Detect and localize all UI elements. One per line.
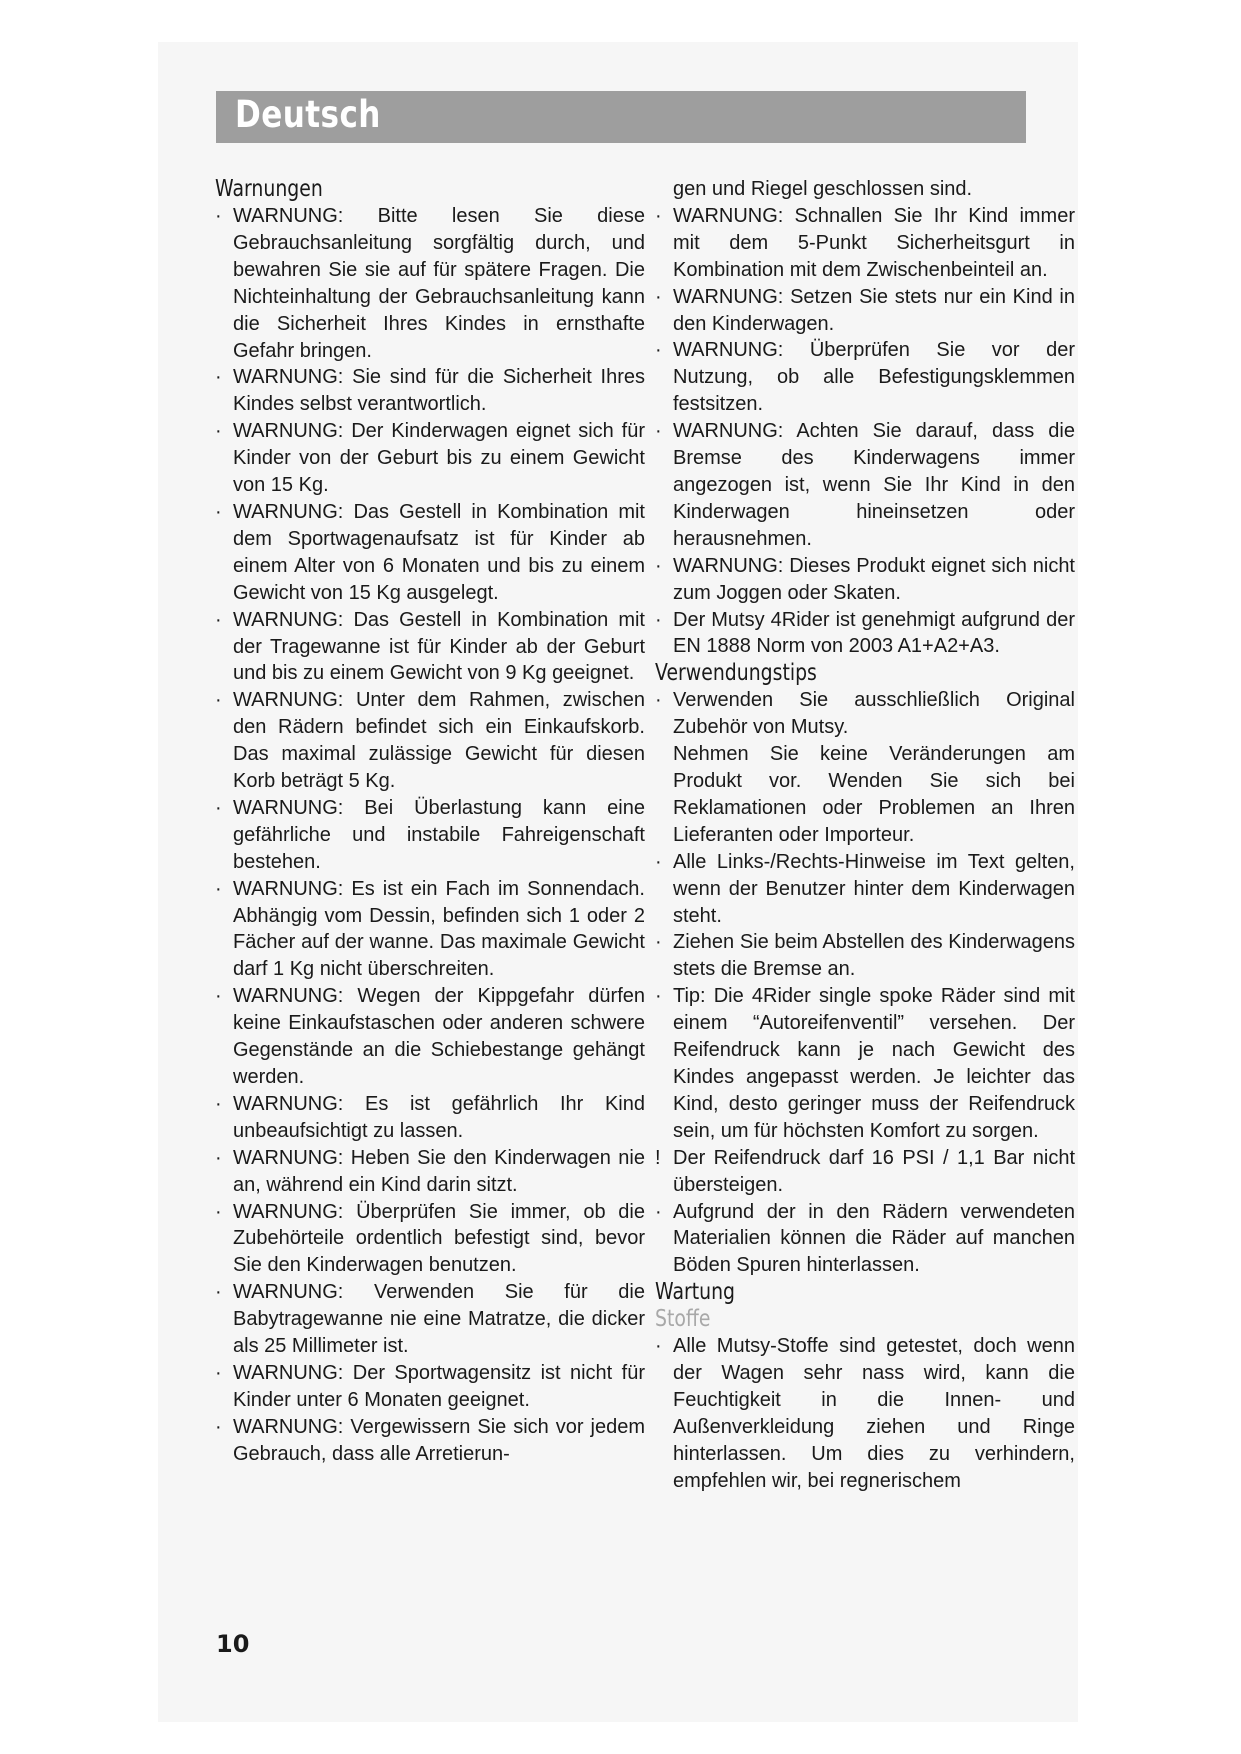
maintenance-heading: Wartung bbox=[655, 1279, 736, 1306]
warnings-heading: Warnungen bbox=[215, 176, 323, 202]
norm-item: · Der Mutsy 4Rider ist genehmigt aufgrund der EN 1888 Norm von 2003 A1+A2+A3. bbox=[655, 608, 1075, 658]
fabric-care-item: · Alle Mutsy-Stoffe sind getestet, doch wenn der Wagen sehr nass wird, kann die Feuchtigkeit in die Innen- und Außenverkleidung ziehen und Ringe hinterlassen. Um dies zu verhindern, empfehlen wir, bei regnerischem bbox=[655, 1335, 1075, 1492]
warning-item: · WARNUNG: Achten Sie darauf, dass die Bremse des Kinderwagens immer angezogen ist, wenn Sie Ihr Kind in den Kinderwagen hineinsetzen oder herausnehmen. bbox=[655, 420, 1075, 550]
warning-item: · WARNUNG: Bitte lesen Sie diese Gebrauchsanleitung sorgfältig durch, und bewahren Sie sie auf für spätere Fragen. Die Nichteinhaltung der Gebrauchsanleitung kann die Sicherheit Ihres Kindes in ernsthafte Gefahr bringen. bbox=[215, 205, 645, 362]
warning-item: · WARNUNG: Wegen der Kippgefahr dürfen keine Einkaufstaschen oder anderen schwere Gegenstände an die Schiebestange gehängt werden. bbox=[215, 985, 645, 1088]
warning-item: · WARNUNG: Dieses Produkt eignet sich nicht zum Joggen oder Skaten. bbox=[655, 554, 1075, 604]
warning-item: · WARNUNG: Überprüfen Sie immer, ob die Zubehörteile ordentlich befestigt sind, bevor Sie den Kinderwagen benutzen. bbox=[215, 1200, 645, 1277]
warning-item: · WARNUNG: Das Gestell in Kombination mit dem Sportwagenaufsatz ist für Kinder ab einem Alter von 6 Monaten und bis zu einem Gewicht von 15 Kg ausgelegt. bbox=[215, 500, 645, 604]
tip-item: · Ziehen Sie beim Abstellen des Kinderwagens stets die Bremse an. bbox=[655, 931, 1075, 981]
tips-heading: Verwendungstips bbox=[655, 660, 817, 687]
tip-item: · Verwenden Sie ausschließlich Original Zubehör von Mutsy. bbox=[655, 689, 1075, 739]
tip-item: · Aufgrund der in den Rädern verwendeten Materialien können die Räder auf manchen Böden Spuren hinterlassen. bbox=[655, 1200, 1075, 1277]
page-number: 10 bbox=[216, 1630, 250, 1658]
fabrics-subheading: Stoffe bbox=[655, 1306, 711, 1333]
warning-item: · WARNUNG: Vergewissern Sie sich vor jedem Gebrauch, dass alle Arretierun- bbox=[215, 1415, 645, 1465]
warning-item: · WARNUNG: Unter dem Rahmen, zwischen den Rädern befindet sich ein Einkaufskorb. Das maximal zulässige Gewicht für diesen Korb beträgt 5 Kg. bbox=[215, 689, 645, 793]
warning-item: · WARNUNG: Das Gestell in Kombination mit der Tragewanne ist für Kinder ab der Geburt und bis zu einem Gewicht von 9 Kg geeignet. bbox=[215, 608, 645, 685]
warning-item: · WARNUNG: Setzen Sie stets nur ein Kind in den Kinderwagen. bbox=[655, 285, 1075, 335]
tip-item: · Tip: Die 4Rider single spoke Räder sind mit einem “Autoreifenventil” versehen. Der Reifendruck kann je nach Gewicht des Kindes angepasst werden. Je leichter das Kind, desto geringer muss der Reifendruck sein, um für höchsten Komfort zu sorgen. bbox=[655, 985, 1075, 1142]
warning-item: · WARNUNG: Überprüfen Sie vor der Nutzung, ob alle Befestigungsklemmen festsitzen. bbox=[655, 339, 1075, 416]
language-title: Deutsch bbox=[235, 93, 381, 136]
warning-item: · WARNUNG: Bei Überlastung kann eine gefährliche und instabile Fahreigenschaft bestehen. bbox=[215, 796, 645, 873]
warning-item: · WARNUNG: Sie sind für die Sicherheit Ihres Kindes selbst verantwortlich. bbox=[215, 366, 645, 416]
tip-item-caution: ! Der Reifendruck darf 16 PSI / 1,1 Bar nicht übersteigen. bbox=[655, 1146, 1075, 1196]
language-header bbox=[216, 91, 1026, 143]
warning-continuation: gen und Riegel geschlossen sind. bbox=[673, 178, 973, 200]
right-column bbox=[655, 176, 1075, 1495]
warning-item: · WARNUNG: Der Sportwagensitz ist nicht für Kinder unter 6 Monaten geeignet. bbox=[215, 1361, 645, 1411]
warning-item: · WARNUNG: Schnallen Sie Ihr Kind immer mit dem 5-Punkt Sicherheitsgurt in Kombination mit dem Zwischenbeinteil an. bbox=[655, 204, 1075, 281]
tip-item: Nehmen Sie keine Veränderungen am Produkt vor. Wenden Sie sich bei Reklamationen oder Problemen an Ihren Lieferanten oder Importeur. bbox=[673, 743, 1075, 846]
warning-item: · WARNUNG: Heben Sie den Kinderwagen nie an, während ein Kind darin sitzt. bbox=[215, 1146, 645, 1196]
left-column bbox=[215, 176, 645, 1468]
warning-item: · WARNUNG: Es ist gefährlich Ihr Kind unbeaufsichtigt zu lassen. bbox=[215, 1092, 645, 1142]
warning-item: · WARNUNG: Der Kinderwagen eignet sich für Kinder von der Geburt bis zu einem Gewicht von 15 Kg. bbox=[215, 420, 645, 497]
tip-item: · Alle Links-/Rechts-Hinweise im Text gelten, wenn der Benutzer hinter dem Kinderwagen steht. bbox=[655, 850, 1075, 927]
warning-item: · WARNUNG: Es ist ein Fach im Sonnendach. Abhängig vom Dessin, befinden sich 1 oder 2 Fächer auf der wanne. Das maximale Gewicht darf 1 Kg nicht überschreiten. bbox=[215, 877, 645, 981]
warning-item: · WARNUNG: Verwenden Sie für die Babytragewanne nie eine Matratze, die dicker als 25 Millimeter ist. bbox=[215, 1281, 645, 1358]
